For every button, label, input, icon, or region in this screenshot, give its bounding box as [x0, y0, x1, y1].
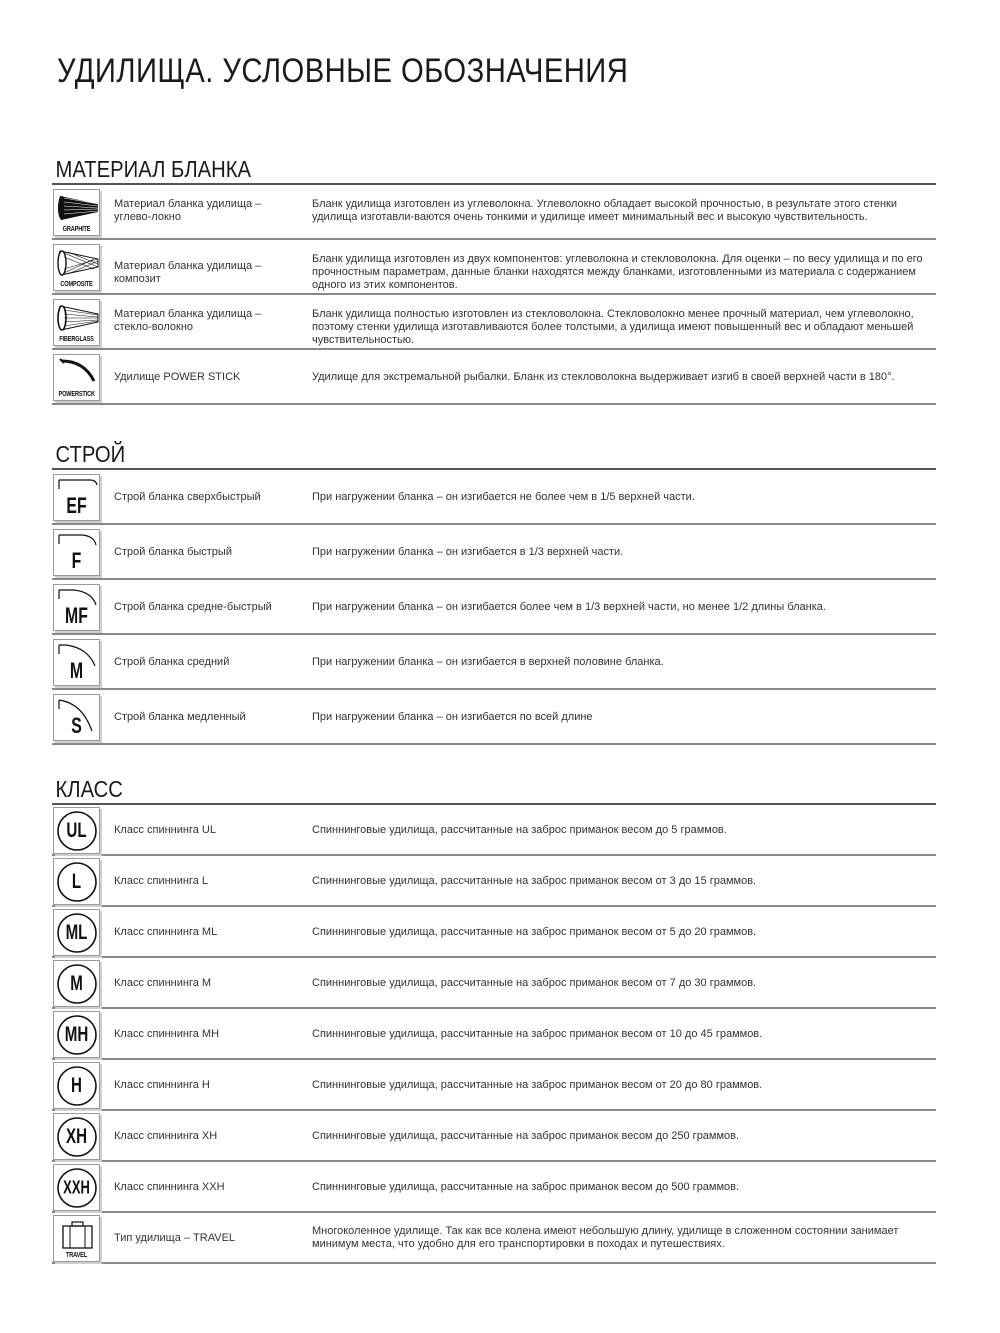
- row-label: Класс спиннинга MH: [114, 1028, 220, 1040]
- class-row-ul: [52, 805, 936, 856]
- composite-blank-icon: [53, 244, 100, 291]
- row-description: Спиннинговые удилища, рассчитанные на заброс приманок весом от 20 до 80 граммов.: [312, 1079, 763, 1091]
- material-section: [52, 155, 936, 405]
- icon-caption: GRAPHITE: [62, 226, 91, 233]
- row-label: Класс спиннинга L: [114, 875, 209, 887]
- row-label: Строй бланка средний: [114, 656, 230, 668]
- row-description: Спиннинговые удилища, рассчитанные на заброс приманок весом до 250 граммов.: [312, 1130, 740, 1142]
- row-label: Удилище POWER STICK: [114, 371, 241, 383]
- action-row-m: [52, 635, 936, 690]
- row-description: Спиннинговые удилища, рассчитанные на заброс приманок весом от 10 до 45 граммов.: [312, 1028, 763, 1040]
- class-row-ml: [52, 907, 936, 958]
- class-mh-icon: [53, 1011, 100, 1058]
- action-abbreviation: MF: [65, 603, 88, 628]
- class-row-mh: [52, 1009, 936, 1060]
- class-abbreviation: XXH: [63, 1177, 90, 1197]
- row-description: При нагружении бланка – он изгибается в верхней половине бланка.: [312, 656, 664, 668]
- row-label: Класс спиннинга M: [114, 977, 212, 989]
- class-xxh-icon: [53, 1164, 100, 1211]
- action-abbreviation: M: [69, 658, 84, 683]
- row-description: Бланк удилища изготовлен из двух компонентов: углеволокна и стекловолокна. Для оценки – по весу удилища и по его прочностным параметрам, данные бланки находятся между бланками, изготовленными из материала с содержанием одного из этих компонентов.: [312, 253, 923, 291]
- class-ml-icon: [53, 909, 100, 956]
- icon-caption: POWERSTICK: [58, 391, 95, 398]
- class-abbreviation: XH: [65, 1124, 88, 1148]
- action-m-icon: [53, 639, 100, 686]
- action-abbreviation: S: [71, 713, 82, 738]
- row-description: Бланк удилища полностью изготовлен из стекловолокна. Стекловолокно менее прочный материал, чем углеволокно, поэтому стенки удилища изготавливаются более толстыми, а удилища имеют повышенный вес и обладают меньшей чувствительностью.: [312, 308, 914, 346]
- row-description: При нагружении бланка – он изгибается более чем в 1/3 верхней части, но менее 1/2 длины бланка.: [312, 601, 826, 613]
- action-s-icon: [53, 694, 100, 741]
- class-row-m: [52, 958, 936, 1009]
- action-mf-icon: [53, 584, 100, 631]
- row-label: Строй бланка быстрый: [114, 546, 232, 558]
- row-description: Спиннинговые удилища, рассчитанные на заброс приманок весом до 5 граммов.: [312, 824, 727, 836]
- row-label: Строй бланка средне-быстрый: [114, 601, 272, 613]
- class-abbreviation: H: [71, 1073, 82, 1097]
- action-row-mf: [52, 580, 936, 635]
- row-label: Класс спиннинга XXH: [114, 1181, 225, 1193]
- row-description: Спиннинговые удилища, рассчитанные на заброс приманок весом от 7 до 30 граммов.: [312, 977, 757, 989]
- material-row-composite: [52, 240, 936, 295]
- icon-caption: TRAVEL: [65, 1252, 88, 1259]
- row-label: Строй бланка сверхбыстрый: [114, 491, 261, 503]
- material-row-powerstick: [52, 350, 936, 405]
- class-abbreviation: MH: [64, 1022, 89, 1046]
- row-description: При нагружении бланка – он изгибается по всей длине: [312, 711, 593, 723]
- class-h-icon: [53, 1062, 100, 1109]
- action-ef-icon: [53, 474, 100, 521]
- class-abbreviation: ML: [65, 920, 88, 944]
- row-description: Многоколенное удилище. Так как все колена имеют небольшую длину, удилище в сложенном состоянии занимает минимум места, что удобно для его транспортировки в походах и путешествиях.: [312, 1225, 899, 1250]
- fiberglass-blank-icon: [53, 299, 100, 346]
- row-description: Удилище для экстремальной рыбалки. Бланк из стекловолокна выдерживает изгиб в своей верхней части в 180°.: [312, 371, 895, 383]
- class-ul-icon: [53, 807, 100, 854]
- graphite-blank-icon: [53, 189, 100, 236]
- powerstick-icon: [53, 354, 100, 401]
- row-description: Спиннинговые удилища, рассчитанные на заброс приманок весом до 500 граммов.: [312, 1181, 740, 1193]
- row-label: Класс спиннинга H: [114, 1079, 210, 1091]
- row-label: Строй бланка медленный: [114, 711, 246, 723]
- icon-caption: COMPOSITE: [60, 281, 93, 288]
- row-description: Спиннинговые удилища, рассчитанные на заброс приманок весом от 5 до 20 граммов.: [312, 926, 757, 938]
- section-heading-action: СТРОЙ: [55, 441, 126, 467]
- travel-case-icon: [53, 1215, 100, 1262]
- section-heading-class: КЛАСС: [55, 776, 123, 802]
- class-m-icon: [53, 960, 100, 1007]
- row-label: Класс спиннинга XH: [114, 1130, 218, 1142]
- row-description: При нагружении бланка – он изгибается не более чем в 1/5 верхней части.: [312, 491, 695, 503]
- class-section: [52, 775, 936, 1264]
- class-l-icon: [53, 858, 100, 905]
- action-row-f: [52, 525, 936, 580]
- action-row-ef: [52, 470, 936, 525]
- action-section: [52, 440, 936, 745]
- row-label: Материал бланка удилища – углево-локно: [114, 198, 262, 223]
- class-xh-icon: [53, 1113, 100, 1160]
- material-row-graphite: [52, 185, 936, 240]
- class-row-xxh: [52, 1162, 936, 1213]
- row-description: Бланк удилища изготовлен из углеволокна. Углеволокно обладает высокой прочностью, в результате этого стенки удилища изготавли-ваются очень тонкими и удилище имеет минимальный вес и высокую чувствительность.: [312, 198, 897, 223]
- action-abbreviation: F: [71, 548, 82, 573]
- class-abbreviation: M: [70, 971, 83, 995]
- class-abbreviation: L: [71, 869, 82, 893]
- section-heading-material: МАТЕРИАЛ БЛАНКА: [55, 156, 252, 182]
- page-title: УДИЛИЩА. УСЛОВНЫЕ ОБОЗНАЧЕНИЯ: [57, 52, 629, 90]
- action-row-s: [52, 690, 936, 745]
- row-description: При нагружении бланка – он изгибается в 1/3 верхней части.: [312, 546, 624, 558]
- row-description: Спиннинговые удилища, рассчитанные на заброс приманок весом от 3 до 15 граммов.: [312, 875, 757, 887]
- row-label: Класс спиннинга ML: [114, 926, 218, 938]
- class-row-l: [52, 856, 936, 907]
- icon-caption: FIBERGLASS: [59, 336, 94, 343]
- row-label: Материал бланка удилища – стекло-волокно: [114, 308, 262, 333]
- class-abbreviation: UL: [66, 818, 87, 842]
- material-row-fiberglass: [52, 295, 936, 350]
- action-f-icon: [53, 529, 100, 576]
- class-row-xh: [52, 1111, 936, 1162]
- row-label: Тип удилища – TRAVEL: [114, 1232, 236, 1244]
- class-row-h: [52, 1060, 936, 1111]
- row-label: Материал бланка удилища –композит: [114, 260, 262, 285]
- row-label: Класс спиннинга UL: [114, 824, 216, 836]
- action-abbreviation: EF: [66, 493, 87, 518]
- class-row-travel: [52, 1213, 936, 1264]
